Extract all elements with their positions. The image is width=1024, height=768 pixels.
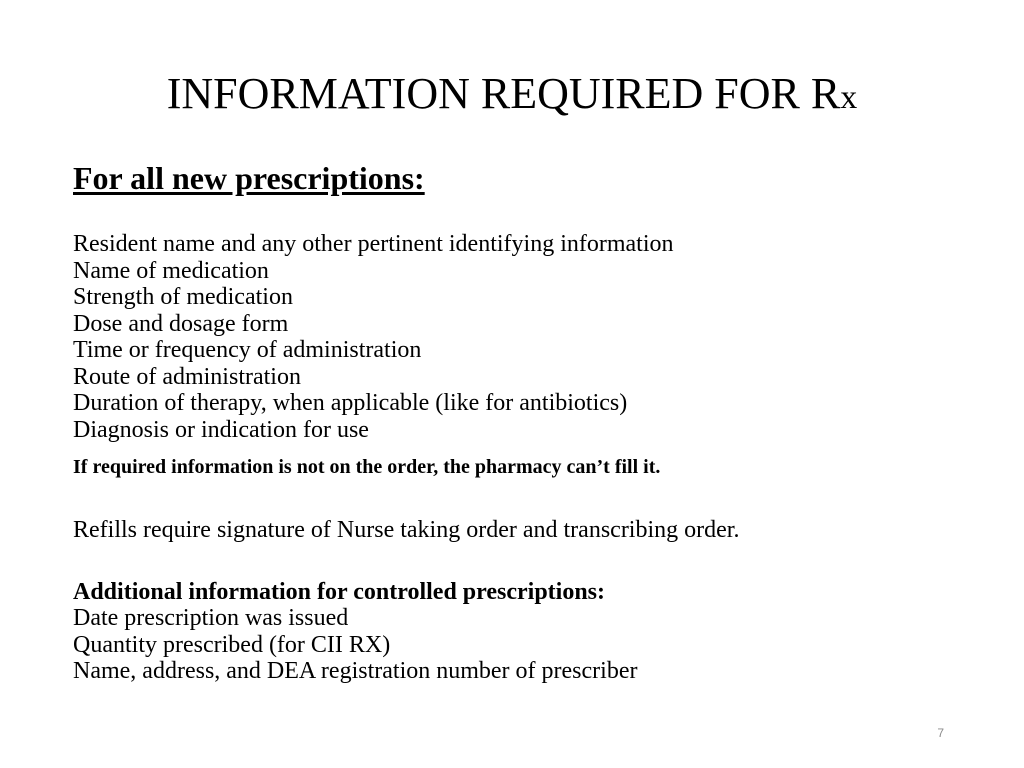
list-item: Dose and dosage form [73, 310, 289, 337]
list-item: Quantity prescribed (for CII RX) [73, 631, 391, 658]
slide-title [0, 66, 1024, 126]
list-item: Time or frequency of administration [73, 337, 422, 363]
list-item: Resident name and any other pertinent identifying information [73, 231, 674, 257]
missing-information-warning: If required information is not on the order, the pharmacy can’t fill it. [73, 456, 661, 478]
new-prescriptions-heading: For all new prescriptions: [73, 160, 425, 196]
slide-title-main: INFORMATION REQUIRED FOR R [166, 69, 841, 118]
list-item: Duration of therapy, when applicable (like for antibiotics) [73, 390, 628, 416]
list-item: Diagnosis or indication for use [73, 416, 369, 443]
list-item: Name, address, and DEA registration number of prescriber [73, 658, 638, 684]
refills-note: Refills require signature of Nurse taking order and transcribing order. [73, 517, 740, 543]
controlled-prescriptions-heading: Additional information for controlled prescriptions: [73, 579, 606, 605]
required-information-list [73, 231, 674, 443]
list-item: Date prescription was issued [73, 605, 349, 631]
page-number: 7 [937, 726, 944, 740]
list-item: Route of administration [73, 363, 301, 390]
controlled-information-list [73, 605, 637, 685]
list-item: Strength of medication [73, 284, 293, 310]
slide-title-suffix: x [840, 79, 858, 116]
list-item: Name of medication [73, 257, 269, 284]
